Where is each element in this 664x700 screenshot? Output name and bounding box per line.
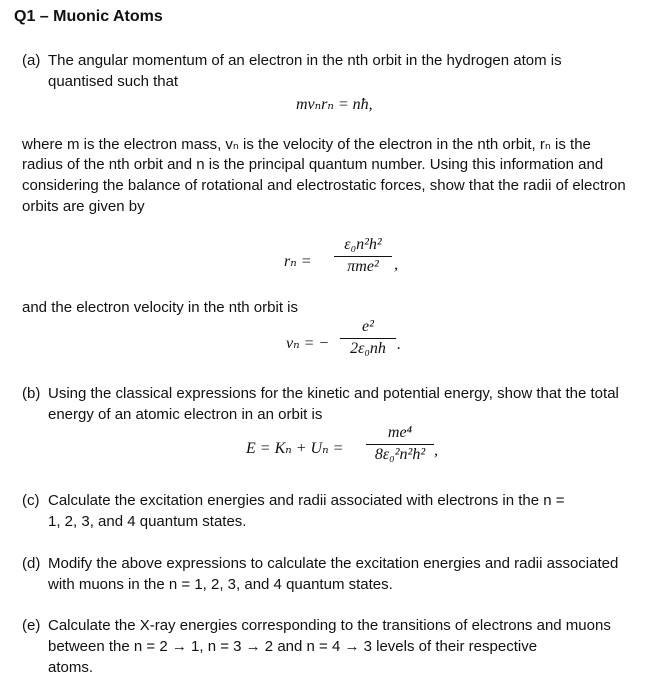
part-a-paragraph-line-2: radius of the nth orbit and n is the principal quantum number. Using this information and [22, 156, 604, 173]
part-d-label: (d) [22, 555, 41, 572]
equation-energy-fraction [366, 424, 434, 464]
equation-radius-fraction [334, 236, 392, 276]
part-c-label: (c) [22, 492, 40, 509]
part-b-line-2: energy of an atomic electron in an orbit is [48, 406, 323, 423]
part-e-line-1: Calculate the X-ray energies corresponding to the transitions of electrons and muons [48, 617, 611, 634]
part-c-line-1: Calculate the excitation energies and radii associated with electrons in the n = [48, 492, 565, 509]
part-a-label: (a) [22, 52, 41, 69]
equation-energy-lhs: E = Kₙ + Uₙ = [246, 440, 344, 457]
part-e-label: (e) [22, 617, 41, 634]
equation-energy-comma: , [434, 442, 438, 459]
part-c-line-2: 1, 2, 3, and 4 quantum states. [48, 513, 247, 530]
equation-velocity-denominator: 2ε₀nh [350, 340, 386, 357]
part-d-line-1: Modify the above expressions to calculate the excitation energies and radii associated [48, 555, 619, 572]
part-e-line-2: between the n = 2 → 1, n = 3 → 2 and n = 4 → 3 levels of their respective [48, 638, 538, 655]
equation-velocity-numerator: e² [362, 318, 374, 335]
part-b-line-1: Using the classical expressions for the kinetic and potential energy, show that the total [48, 385, 619, 402]
part-a-paragraph-line-4: orbits are given by [22, 198, 145, 215]
equation-energy-denominator: 8ε₀²n²h² [374, 446, 426, 463]
equation-radius-numerator: ε₀n²h² [344, 236, 382, 253]
equation-angular-momentum: mvₙrₙ = nħ, [296, 96, 373, 113]
equation-radius-lhs: rₙ = [284, 253, 312, 270]
part-a-line-2: quantised such that [48, 73, 179, 90]
part-a-paragraph-line-1: where m is the electron mass, vₙ is the velocity of the electron in the nth orbit, rₙ is the [22, 136, 591, 153]
equation-velocity-lhs: vₙ = − [286, 335, 330, 352]
part-b-label: (b) [22, 385, 41, 402]
part-d-line-2: with muons in the n = 1, 2, 3, and 4 quantum states. [48, 576, 393, 593]
part-a-paragraph-line-3: considering the balance of rotational and electrostatic forces, show that the radii of electron [22, 177, 626, 194]
velocity-intro-text: and the electron velocity in the nth orbit is [22, 299, 298, 316]
equation-radius-comma: , [394, 256, 398, 273]
part-e-line-3: atoms. [48, 659, 94, 676]
question-title: Q1 – Muonic Atoms [14, 8, 163, 25]
equation-velocity-fraction [340, 318, 396, 358]
equation-radius-denominator: πme² [347, 258, 379, 275]
equation-velocity-period: . [397, 336, 401, 353]
equation-energy-numerator: me⁴ [387, 424, 413, 441]
part-a-line-1: The angular momentum of an electron in the nth orbit in the hydrogen atom is [48, 52, 562, 69]
